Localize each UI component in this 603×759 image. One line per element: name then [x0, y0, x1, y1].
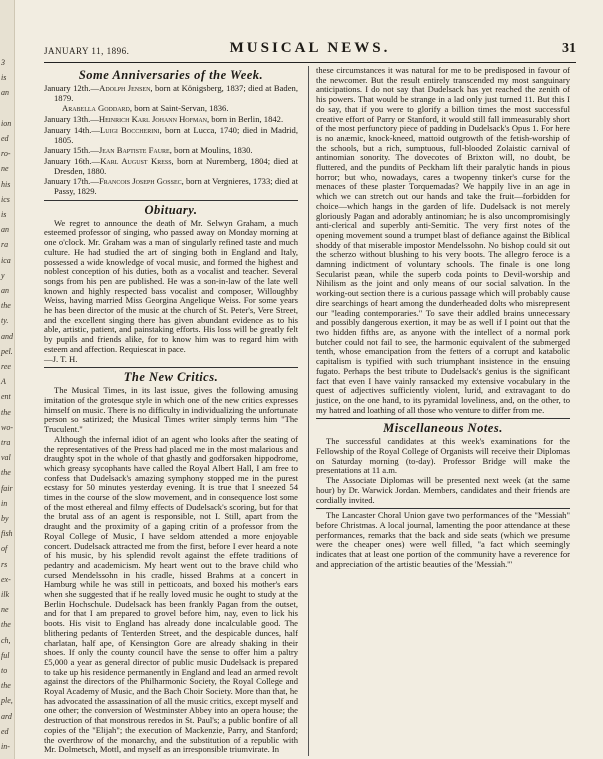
margin-fragment: fish — [1, 529, 13, 539]
margin-fragment: the — [1, 681, 11, 691]
margin-fragment: the — [1, 468, 11, 478]
anniversary-entry — [44, 126, 298, 145]
margin-fragment: is — [1, 210, 7, 219]
margin-fragment: ty. — [1, 316, 9, 326]
margin-fragment: is — [1, 73, 7, 83]
section-rule — [44, 367, 298, 368]
anniversary-details: , born at Lucca, 1740; died in Madrid, 1805. — [54, 124, 298, 145]
margin-fragment: 3 — [1, 58, 5, 67]
margin-fragment: ex- — [1, 574, 11, 584]
adjacent-page-margin — [0, 0, 15, 759]
margin-fragment: fair — [1, 483, 13, 493]
margin-fragment: to — [1, 666, 8, 675]
anniversaries-list — [44, 84, 298, 197]
anniversary-entry — [44, 104, 298, 114]
margin-fragment: ple, — [1, 696, 13, 706]
margin-fragment: val — [1, 453, 11, 463]
margin-fragment: the — [1, 620, 11, 630]
section-rule — [316, 418, 570, 419]
page-header — [44, 40, 576, 60]
margin-fragment: ree — [1, 362, 11, 371]
margin-fragment: A — [1, 377, 6, 387]
margin-fragment: ilk — [1, 590, 9, 599]
margin-fragment: wo- — [1, 422, 13, 432]
margin-fragment: an — [1, 286, 9, 295]
misc-paragraph: The Lancaster Choral Union gave two performances of the "Messiah" before Christmas. A local journal, lamenting the poor attendance at these performances, remarks that the back and side seats (which we presume were the cheaper ones) were well filled, "a fact which seemingly indicates that at least one portion of the community have a reverence for and appreciation of the artistic beauties of the 'Messiah.'" — [316, 510, 570, 569]
anniversary-name: Jean Baptiste Faure — [98, 145, 170, 156]
header-date: JANUARY 11, 1896. — [44, 46, 130, 56]
anniversary-date: January 16th.— — [44, 155, 101, 166]
new-critics-intro: The Musical Times, in its last issue, gives the following amusing imitation of the grotesque style in which one of the new critics expresses himself on music. There is no difficulty in individualizing the unfortunate person so satirized; the Musical Times writer simply terms him "The Truculent." — [44, 385, 298, 435]
margin-fragment: ch, — [1, 635, 11, 645]
margin-fragment: ion — [1, 118, 12, 128]
anniversary-entry — [44, 84, 298, 103]
anniversary-entry — [44, 177, 298, 196]
anniversary-details: , born at Moulins, 1830. — [169, 145, 253, 156]
margin-fragment: an — [1, 88, 9, 98]
margin-fragment: ent — [1, 392, 11, 402]
right-column — [316, 66, 570, 569]
column-divider — [308, 66, 309, 756]
anniversary-entry — [44, 157, 298, 176]
header-rule — [44, 62, 576, 63]
margin-fragment: ed — [1, 134, 9, 143]
margin-fragment: in- — [1, 742, 10, 751]
anniversary-entry — [44, 146, 298, 156]
anniversary-date: January 12th.— — [44, 83, 100, 93]
margin-fragment: ica — [1, 255, 11, 265]
anniversary-entry — [44, 115, 298, 125]
anniversary-details: , born in Berlin, 1842. — [206, 114, 284, 125]
margin-fragment: rs — [1, 559, 8, 569]
margin-fragment: ra — [1, 240, 9, 250]
page-number: 31 — [562, 41, 576, 56]
margin-fragment: in — [1, 498, 8, 508]
new-critics-body: Although the infernal idiot of an agent who looks after the seating of the representatives of the Press had placed me in the most malarious and draughty spot in the whole of that ghastly and godforsaken hippodrome, which greasy sycophants have called the Royal Albert Hall, I am free to confess that Dudelsack's amazing symphony stopped me in the purest ecstasy for 50 minutes yesterday evening. It is true that I sneezed 54 times in the course of the slow movement, and in consequence lost some of the most ethereal and filmy effects of Dudelsack's scoring, but for that the brutal ass of an agent is responsible, not I. Still, apart from the draught and the proximity of a gaping critin of a professor from the Royal College of Music, I have seldom attended a more enjoyable concert. Dudelsack attracted me from the first, before I ever heard a note of his music, by his splendid revolt against the effete traditions of pedantry and academicism. My heart went out to the brave child who cursed Mendelssohn in his cradle, hissed Brahms at a concert in Hamburg while he was still in petticoats, and boxed his mother's ears when she suggested that if he really loved music he ought to study at the Berlin Hochschule. Dudelsack has been frankly Pagan from the outset, and for that I am prepared to grovel before him, nay, even to lick his boots. His visit to England has already done incalculable good. The blithering pedants of Tenterden Street, and the despicable dunces, half charlatan, half ape, of Kensington Gore are already shaking in their shoes. If only the county council have the sense to offer him a paltry £5,000 a year as general director of public music Dudelsack is prepared to take up his residence permanently in England and lead an armed revolt against the directors of the Philharmonic Society, the Royal College and Royal Academy of Music, and the Bach Choir Society. More than that, he has advocated the assassination of all the music critics, except myself and one other; the conversion of Westminster Abbey into an opera house; the destruction of that monstrous reredos in St. Paul's; a public bonfire of all copies of the "Elijah"; the execution of Mackenzie, Parry, and Stanford; the overthrow of the monarchy, and the substitution of a republic with Mr. Dolmetsch, Mottl, and myself as an irresponsible triumvirate. In — [44, 433, 298, 755]
anniversary-name: Karl August Kress — [100, 155, 172, 166]
margin-fragment: ed — [1, 726, 9, 736]
masthead-title: MUSICAL NEWS. — [229, 40, 391, 56]
miscellaneous-heading: Miscellaneous Notes. — [383, 421, 503, 436]
margin-fragment: ics — [1, 194, 10, 204]
margin-fragment: the — [1, 407, 11, 417]
anniversary-name: Heinrich Karl Johann Hofman — [98, 114, 207, 125]
anniversary-name: Adolph Jensen — [99, 83, 151, 93]
margin-fragment: ard — [1, 711, 12, 721]
anniversary-details: , born at Saint-Servan, 1836. — [129, 103, 229, 114]
margin-fragment: ne — [1, 164, 9, 174]
new-critics-heading: The New Critics. — [123, 370, 219, 385]
obituary-signature: —J. T. H. — [44, 353, 78, 364]
section-rule — [316, 508, 570, 509]
anniversary-name: Arabella Goddard — [62, 103, 130, 114]
anniversary-name: Luigi Boccherini — [100, 124, 160, 135]
anniversary-details: , born at Nuremberg, 1804; died at Dresden, 1880. — [54, 155, 298, 176]
margin-fragment: and — [1, 331, 13, 341]
anniversaries-heading: Some Anniversaries of the Week. — [78, 68, 264, 82]
anniversary-date: January 14th.— — [44, 124, 100, 135]
obituary-heading: Obituary. — [144, 202, 198, 217]
new-critics-continued: these circumstances it was natural for me to be predisposed in favour of the newcomer. But the result entirely transcended my most sanguinary anticipations. I do not say that Dudelsack has yet reached the zenith of his powers. That would be strange in a lad only just turned 11. But this I do say, that if you were to glorify a billion times the most successful creative effort of Parry or Stanford, it would still fall immeasurably short of the most perfunctory piece of padding in Dudelsack's Opus 1. For here is no anæmic, knock-kneed, mattoid outgrowth of the fetish-worship of the schools, but a rich, sumptuous, full-blooded Zolaistic carnival of antinomian sonority. The dovecotes of Brixton will, no doubt, be fluttered, and the pundits of Peckham lift their paralytic hands in pious horror; but who, nowadays, cares a twopenny tinker's curse for the menaces of these plaster Torquemadas? We happily live in an age in which we can stretch out our hands and take the fruit—forbidden for choice—which hangs in the garden of life. Dudelsack is not merely gloriously Pagan and adorably antinomian; he is also uncompromisingly anti-clerical and superbly anti-Semitic. The very first notes of the opening movement sound a trumpet blast of defiance against the Biblical shoddy of that miserable impostor Mendelssohn. No bishop could sit out the scherzo without blushing to his very boots. The allegro feroce is a damning indictment of voluntary schools. The finale is one long Secularist pæan, while the superb coda points to Devil-worship and Nihilism as the joint and only means of our social salvation. In the working-out section there is a curious passage which will probably cause dire searchings of heart among the dunderheaded dolts who misrepresent our "leading contemporaries." To save their addled brains unnecessary and possibly dangerous exertion, it may be as well if I point out that the two hidden fifths are, as anyone with the intellect of a normal pork butcher could not fail to see, the harmonic equivalent of the submerged tenth, whose emancipation from the fetters of a corrupt and katabolic capitalism is typified with such triumphant insistence in the ensuing fugato. Perhaps the best tribute to Dudelsack's genius is the significant fact that even I have vainly ransacked my extensive vocabulary in the quest of adjectives sufficiently violent, lurid, and extravagant to do justice, on the one hand, to its pyramidal loveliness, and, on the other, to my hatred and loathing of all those who venture to differ from me. — [316, 65, 570, 415]
anniversary-details: , born at Königsberg, 1837; died at Baden, 1879. — [54, 83, 298, 103]
left-column — [44, 66, 298, 755]
margin-fragment: ful — [1, 650, 10, 660]
anniversary-date: January 17th.— — [44, 176, 99, 187]
section-rule — [44, 200, 298, 201]
anniversary-date: January 15th.— — [44, 145, 99, 156]
margin-fragment: of — [1, 544, 8, 554]
margin-fragment: ro- — [1, 149, 11, 159]
anniversary-date: January 13th.— — [44, 114, 99, 125]
anniversary-details: , born at Vergnieres, 1733; died at Passy, 1829. — [54, 176, 298, 197]
margin-fragment: y — [1, 270, 5, 280]
obituary-text: We regret to announce the death of Mr. Selwyn Graham, a much esteemed professor of singing, who passed away on Monday morning at one o'clock. Mr. Graham was a man of singularly refined taste and much culture. He had studied the art of singing both in England and Italy, possessed a wide knowledge of vocal music, and formed the highest and noblest conception of his duties, both as a vocalist and teacher. Several songs from his pen are published. He was a son-in-law of the late well known and highly respected bass vocalist and composer, Willoughby Weiss, having married Miss Georgina Angelique Weiss. For some years he has been director of the music at the church of St. Peter's, Vere Street, and the excellent singing there has given abundant evidence as to his able, artistic, patient, and painstaking efforts. His loss will be greatly felt by pupils and friends alike, for to know him was to regard him with esteem and affection. Requiescat in pace. — [44, 217, 298, 354]
misc-paragraph: The successful candidates at this week's examinations for the Fellowship of the Royal College of Organists will receive their Diplomas on Saturday morning (to-day). Professor Bridge will make the presentations at 11 a.m. — [316, 436, 570, 476]
misc-paragraph: The Associate Diplomas will be presented next week (at the same hour) by Dr. Warwick Jordan. Members, candidates and their friends are cordially invited. — [316, 475, 570, 505]
margin-fragment: by — [1, 514, 9, 523]
margin-fragment: the — [1, 301, 11, 311]
margin-fragment: an — [1, 225, 9, 235]
margin-fragment: ne — [1, 605, 9, 615]
margin-fragment: his — [1, 179, 11, 189]
anniversary-name: Francois Joseph Gossec — [98, 176, 182, 187]
margin-fragment: tra — [1, 438, 11, 447]
margin-fragment: pel. — [1, 346, 13, 356]
